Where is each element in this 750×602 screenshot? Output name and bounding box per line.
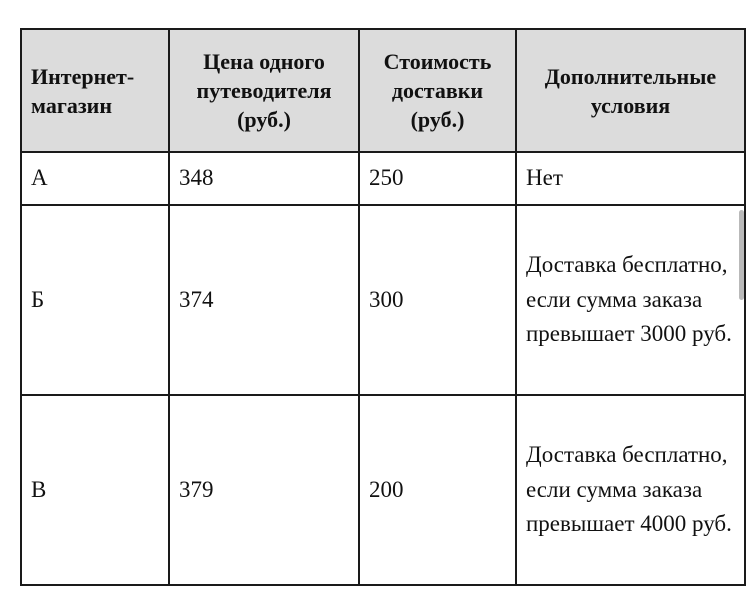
cell-extra-conditions: Доставка бесплатно, если сумма заказа превышает 3000 руб.: [516, 205, 745, 395]
cell-extra-conditions: Нет: [516, 152, 745, 205]
table-row: [21, 395, 745, 585]
table-header-row: [21, 29, 745, 152]
cell-shop: В: [21, 395, 169, 585]
cell-delivery-cost: 250: [359, 152, 516, 205]
cell-delivery-cost: 200: [359, 395, 516, 585]
cell-shop: А: [21, 152, 169, 205]
price-table: [20, 28, 746, 586]
cell-shop: Б: [21, 205, 169, 395]
header-shop: Интернет-магазин: [21, 29, 169, 152]
cell-delivery-cost: 300: [359, 205, 516, 395]
cell-guide-price: 379: [169, 395, 359, 585]
cell-guide-price: 374: [169, 205, 359, 395]
cell-guide-price: 348: [169, 152, 359, 205]
header-extra-conditions: Дополнительные условия: [516, 29, 745, 152]
table-row: [21, 205, 745, 395]
table-row: [21, 152, 745, 205]
price-table-container: [20, 28, 746, 586]
cell-extra-conditions: Доставка бесплатно, если сумма заказа превышает 4000 руб.: [516, 395, 745, 585]
header-delivery-cost: Стоимость доставки (руб.): [359, 29, 516, 152]
scrollbar-thumb[interactable]: [739, 210, 744, 300]
header-guide-price: Цена одного путеводителя (руб.): [169, 29, 359, 152]
